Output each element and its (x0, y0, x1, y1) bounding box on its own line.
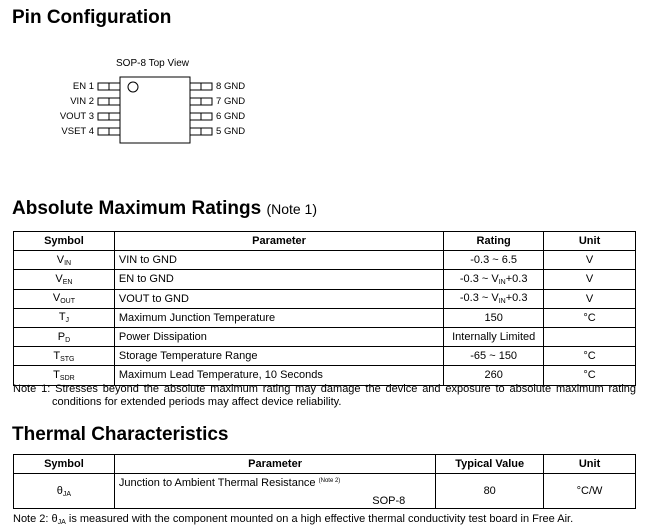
table-row (14, 289, 636, 308)
thermal-table (13, 454, 636, 509)
symbol-cell: $\theta_{JA}$ (14, 474, 115, 509)
thermal-title: Thermal Characteristics (12, 424, 229, 445)
rating-cell: 150 (444, 308, 544, 327)
table-row (14, 327, 636, 346)
rating-cell: -65 ~ 150 (444, 347, 544, 366)
header-unit: Unit (544, 455, 636, 474)
pin-label-4: VSET 4 (61, 126, 94, 137)
rating-cell: 260 (444, 366, 544, 385)
rating-cell: -0.3 ~ 6.5 (444, 251, 544, 270)
table-row (14, 308, 636, 327)
header-unit: Unit (544, 232, 636, 251)
pin-label-8: 8 GND (216, 81, 246, 92)
parameter-cell: EN to GND (114, 270, 443, 289)
header-symbol: Symbol (14, 232, 115, 251)
unit-cell: °C (544, 366, 636, 385)
parameter-cell: Maximum Junction Temperature (114, 308, 443, 327)
symbol-cell: $T_{SDR}$ (14, 366, 115, 385)
symbol-cell: $V_{OUT}$ (14, 289, 115, 308)
pin1-marker (128, 82, 138, 92)
symbol-cell: $V_{EN}$ (14, 270, 115, 289)
symbol-cell: $P_D$ (14, 327, 115, 346)
rating-cell: -0.3 ~ $V_{IN}+0.3$ (444, 289, 544, 308)
pin-label-6: 6 GND (216, 111, 246, 122)
rating-cell: Internally Limited (444, 327, 544, 346)
unit-cell: V (544, 270, 636, 289)
unit-cell: °C/W (544, 474, 636, 509)
table-row (14, 270, 636, 289)
unit-cell: °C (544, 308, 636, 327)
header-rating: Rating (444, 232, 544, 251)
unit-cell: V (544, 289, 636, 308)
parameter-cell: Maximum Lead Temperature, 10 Seconds (114, 366, 443, 385)
unit-cell: V (544, 251, 636, 270)
note-1-line1: Note 1: Stresses beyond the absolute maximum rating may damage the device and exposure to absolute maximum rating (13, 383, 636, 395)
header-parameter: Parameter (114, 455, 435, 474)
note-2: Note 2: $\theta_{JA}$ is measured with the component mounted on a high effective thermal conductivity test board in Free Air. (13, 513, 574, 526)
header-typical-value: Typical Value (436, 455, 544, 474)
table-row (14, 347, 636, 366)
note-1-line2: conditions for extended periods may affect device reliability. (52, 396, 342, 408)
pin-label-3: VOUT 3 (59, 111, 94, 122)
package-title: SOP-8 Top View (116, 58, 190, 69)
table-row (14, 251, 636, 270)
parameter-cell: Storage Temperature Range (114, 347, 443, 366)
parameter-cell: Power Dissipation (114, 327, 443, 346)
parameter-cell: Junction to Ambient Thermal Resistance $^{(Note 2)}$ SOP-8 (114, 474, 435, 509)
pin-label-5: 5 GND (216, 126, 246, 137)
value-cell: 80 (436, 474, 544, 509)
rating-cell: -0.3 ~ $V_{IN}+0.3$ (444, 270, 544, 289)
pin-label-1: EN 1 (72, 81, 94, 92)
header-symbol: Symbol (14, 455, 115, 474)
parameter-cell: VOUT to GND (114, 289, 443, 308)
abs-max-title: Absolute Maximum Ratings (Note 1) (12, 198, 318, 219)
thermal-header-row (14, 455, 636, 474)
header-parameter: Parameter (114, 232, 443, 251)
symbol-cell: $T_J$ (14, 308, 115, 327)
symbol-cell: $T_{STG}$ (14, 347, 115, 366)
symbol-cell: $V_{IN}$ (14, 251, 115, 270)
abs-max-table (13, 231, 636, 386)
pin-label-2: VIN 2 (70, 96, 94, 107)
unit-cell: °C (544, 347, 636, 366)
pin-diagram (0, 0, 645, 160)
table-row (14, 474, 636, 509)
pin-label-7: 7 GND (216, 96, 246, 107)
abs-max-header-row (14, 232, 636, 251)
pin-config-title: Pin Configuration (12, 7, 172, 28)
sop8-package-drawing (0, 0, 645, 160)
parameter-cell: VIN to GND (114, 251, 443, 270)
unit-cell (544, 327, 636, 346)
